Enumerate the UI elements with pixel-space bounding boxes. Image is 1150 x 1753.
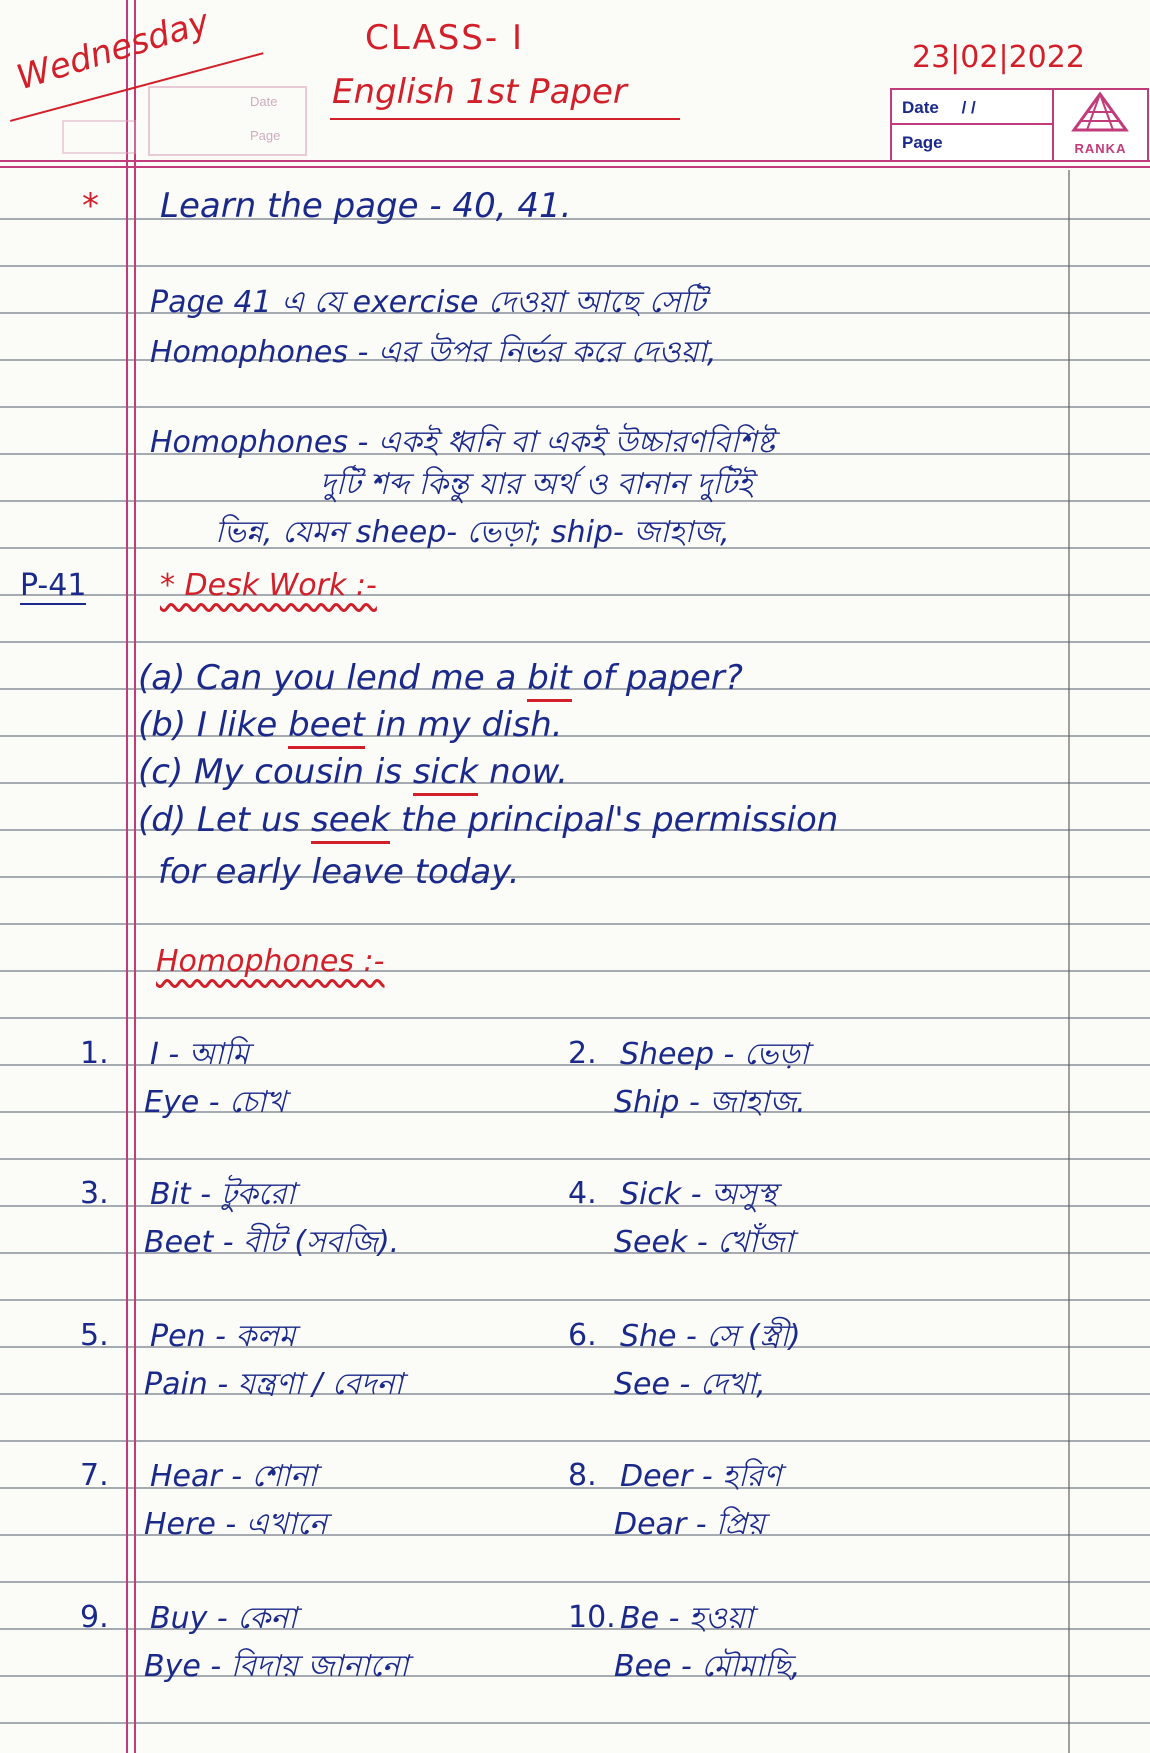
homophone-word-a: Be - হওয়া	[620, 1601, 754, 1636]
date-field	[892, 90, 1052, 125]
pair-number: 7.	[80, 1458, 109, 1493]
homophone-word-a: I - আমি	[150, 1037, 249, 1072]
star-marker: *	[82, 186, 99, 226]
pair-number: 5.	[80, 1318, 109, 1353]
ruled-line	[0, 1158, 1150, 1160]
left-margin-line-2	[134, 0, 136, 1753]
desk-work-sentence	[138, 800, 838, 840]
sentence-suffix: in my dish.	[364, 705, 563, 745]
sentence-suffix: of paper?	[571, 658, 743, 698]
homophones-title-text: Homophones :-	[156, 944, 385, 979]
ruled-line	[0, 1440, 1150, 1442]
date-label: Date	[902, 98, 939, 117]
pair-number: 8.	[568, 1458, 597, 1493]
sentence-prefix: (d) Let us	[138, 800, 311, 840]
definition-line-3: ভিন্ন, যেমন sheep- ভেড়া; ship- জাহাজ,	[215, 515, 730, 550]
pair-number: 4.	[568, 1176, 597, 1211]
homophone-word-b: Here - এখানে	[144, 1507, 327, 1542]
homophone-word-a: Pen - কলম	[150, 1319, 296, 1354]
header-rule-pink-2	[0, 166, 1150, 168]
homophone-word-a: Sick - অসুস্থ	[620, 1177, 777, 1212]
sentence-suffix: now.	[478, 752, 568, 792]
faint-logo-box	[62, 120, 136, 154]
written-date: 23|02|2022	[912, 40, 1085, 75]
sentence-suffix: the principal's permission	[390, 800, 839, 840]
ruled-line	[0, 265, 1150, 267]
ruled-line	[0, 1581, 1150, 1583]
ruled-line	[0, 641, 1150, 643]
faint-date-box: Date Page	[148, 86, 307, 156]
desk-work-title-text: * Desk Work :-	[160, 568, 377, 603]
definition-line-2: দুটি শব্দ কিন্তু যার অর্থ ও বানান দুটিই	[320, 467, 753, 502]
desk-work-sentence	[138, 658, 743, 698]
homophone-word-b: Dear - প্রিয়	[614, 1507, 765, 1542]
homophone-word: bit	[527, 658, 571, 702]
homophone-word-b: Ship - জাহাজ.	[614, 1085, 806, 1120]
pair-number: 9.	[80, 1600, 109, 1635]
sentence-prefix: (a) Can you lend me a	[138, 658, 528, 698]
right-margin-line	[1068, 170, 1070, 1753]
homophone-word: beet	[288, 705, 365, 749]
ruled-line	[0, 1299, 1150, 1301]
homophone-word-a: Hear - শোনা	[150, 1459, 317, 1494]
page-label: Page	[902, 133, 943, 152]
homophone-word-b: Bye - বিদায় জানানো	[144, 1649, 409, 1684]
left-margin-line	[126, 0, 128, 1753]
pair-number: 2.	[568, 1036, 597, 1071]
learn-line: Learn the page - 40, 41.	[160, 186, 572, 226]
homophone-word-a: Sheep - ভেড়া	[620, 1037, 809, 1072]
class-heading: CLASS- I	[365, 18, 524, 58]
homophone-word-b: Beet - বীট (সবজি).	[144, 1225, 400, 1260]
day-heading: Wednesday	[12, 1, 214, 99]
ruled-line	[0, 406, 1150, 408]
ruled-line	[0, 923, 1150, 925]
desk-work-sentence	[138, 752, 568, 792]
page-field	[892, 125, 1052, 160]
ruled-line	[0, 1017, 1150, 1019]
date-slashes: / /	[961, 98, 976, 117]
sentence-continuation: for early leave today.	[158, 852, 520, 892]
subject-heading: English 1st Paper	[332, 72, 627, 112]
ruled-line	[0, 1722, 1150, 1724]
instruction-line-1: Page 41 এ যে exercise দেওয়া আছে সেটি	[150, 285, 706, 320]
sentence-prefix: (b) I like	[138, 705, 289, 745]
homophone-word-a: Bit - টুকরো	[150, 1177, 296, 1212]
instruction-line-2: Homophones - এর উপর নির্ভর করে দেওয়া,	[150, 335, 717, 370]
homophone-word-a: Deer - হরিণ	[620, 1459, 782, 1494]
desk-work-sentence	[138, 705, 563, 745]
pyramid-icon	[1054, 90, 1147, 140]
homophone-word-a: She - সে (স্ত্রী)	[620, 1319, 801, 1354]
ranka-logo	[1054, 90, 1147, 160]
homophone-word-a: Buy - কেনা	[150, 1601, 298, 1636]
pair-number: 6.	[568, 1318, 597, 1353]
pair-number: 3.	[80, 1176, 109, 1211]
date-page-box	[890, 88, 1149, 162]
homophone-word-b: Pain - যন্ত্রণা / বেদনা	[144, 1367, 404, 1402]
homophone-word-b: Eye - চোখ	[144, 1085, 286, 1120]
page-reference: P-41	[20, 568, 87, 603]
pair-number: 1.	[80, 1036, 109, 1071]
homophone-word-b: Seek - খোঁজা	[614, 1225, 794, 1260]
subject-underline	[330, 118, 680, 120]
homophones-title	[156, 944, 384, 979]
definition-line-1: Homophones - একই ধ্বনি বা একই উচ্চারণবিশিষ্ট	[150, 425, 775, 460]
homophone-word: sick	[413, 752, 479, 796]
homophone-word-b: Bee - মৌমাছি,	[614, 1649, 801, 1684]
homophone-word: seek	[311, 800, 390, 844]
homophone-word-b: See - দেখা,	[614, 1367, 766, 1402]
sentence-prefix: (c) My cousin is	[138, 752, 413, 792]
pair-number: 10.	[568, 1600, 616, 1635]
brand-name: RANKA	[1074, 141, 1127, 156]
desk-work-title	[160, 568, 377, 603]
